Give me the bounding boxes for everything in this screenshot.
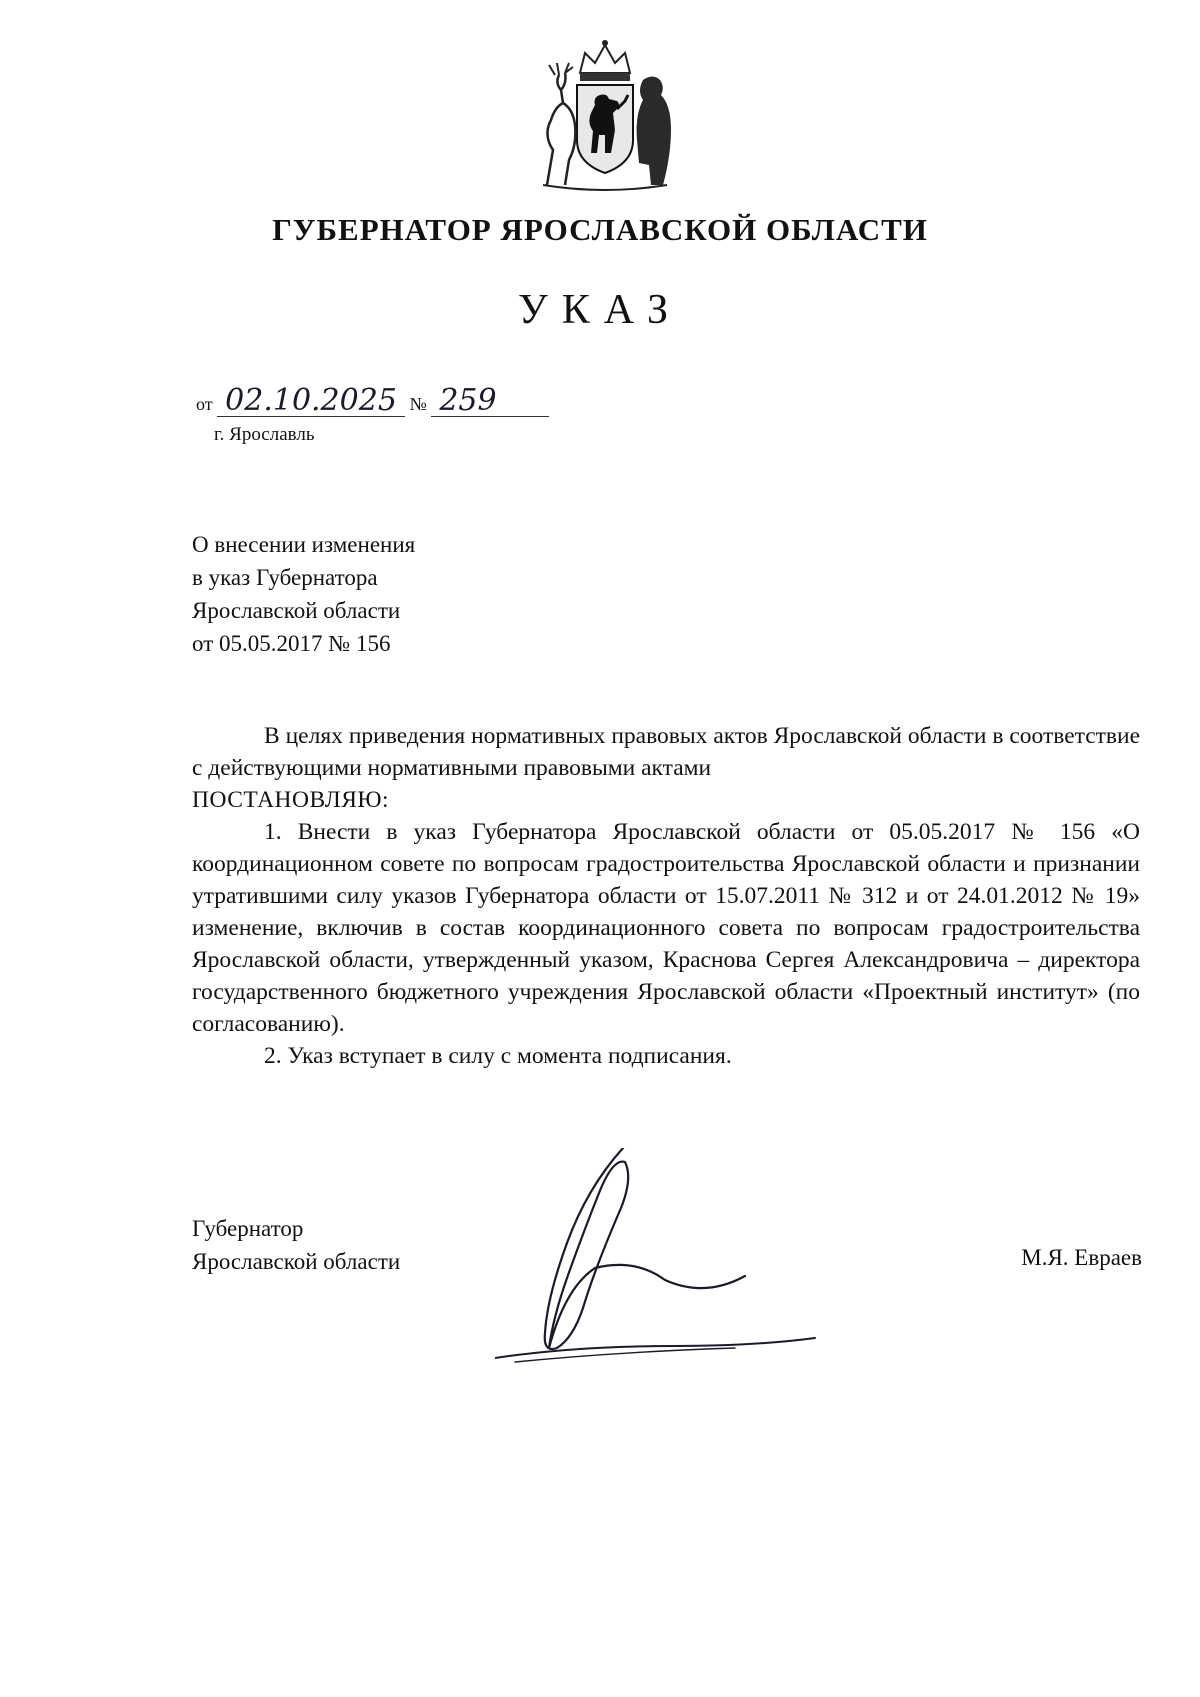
signatory-position — [192, 1212, 400, 1278]
coat-of-arms-icon — [525, 35, 685, 195]
item-2-paragraph: 2. Указ вступает в силу с момента подписания. — [264, 1043, 732, 1069]
handwritten-signature-icon — [495, 1148, 825, 1383]
date-prefix: от — [196, 394, 213, 414]
preamble-paragraph: В целях приведения нормативных правовых актов Ярославской области в соответствие с действующими нормативными правовыми актами — [192, 723, 1140, 781]
position-line: Губернатор — [192, 1216, 304, 1241]
signatory-name: М.Я. Евраев — [1021, 1245, 1142, 1270]
document-type: УКАЗ — [517, 287, 683, 333]
document-title — [192, 528, 415, 660]
title-line: в указ Губернатора — [192, 565, 378, 590]
city-line: г. Ярославль — [214, 424, 315, 445]
title-line: от 05.05.2017 № 156 — [192, 631, 391, 656]
item-1-paragraph: 1. Внести в указ Губернатора Ярославской области от 05.05.2017 № 156 «О координационном совете по вопросам градостроительства Ярославской области и признании утратившими силу указов Губернатора области от 15.07.2011 № 312 и от 24.01.2012 № 19» изменение, включив в состав координационного совета по вопросам градостроительства Ярославской области, утвержденный указом, Краснова Сергея Александровича – директора государственного бюджетного учреждения Ярославской области «Проектный институт» (по согласованию). — [192, 819, 1140, 1037]
position-line: Ярославской области — [192, 1249, 401, 1274]
handwritten-date: 02.10.2025 — [217, 386, 405, 417]
date-number-line — [196, 383, 549, 418]
title-line: Ярославской области — [192, 598, 401, 623]
number-prefix: № — [409, 394, 427, 414]
issuing-authority: ГУБЕРНАТОР ЯРОСЛАВСКОЙ ОБЛАСТИ — [272, 212, 928, 247]
decree-word: ПОСТАНОВЛЯЮ: — [192, 787, 390, 813]
document-body — [192, 720, 1140, 1072]
handwritten-number: 259 — [431, 386, 549, 417]
title-line: О внесении изменения — [192, 532, 416, 557]
